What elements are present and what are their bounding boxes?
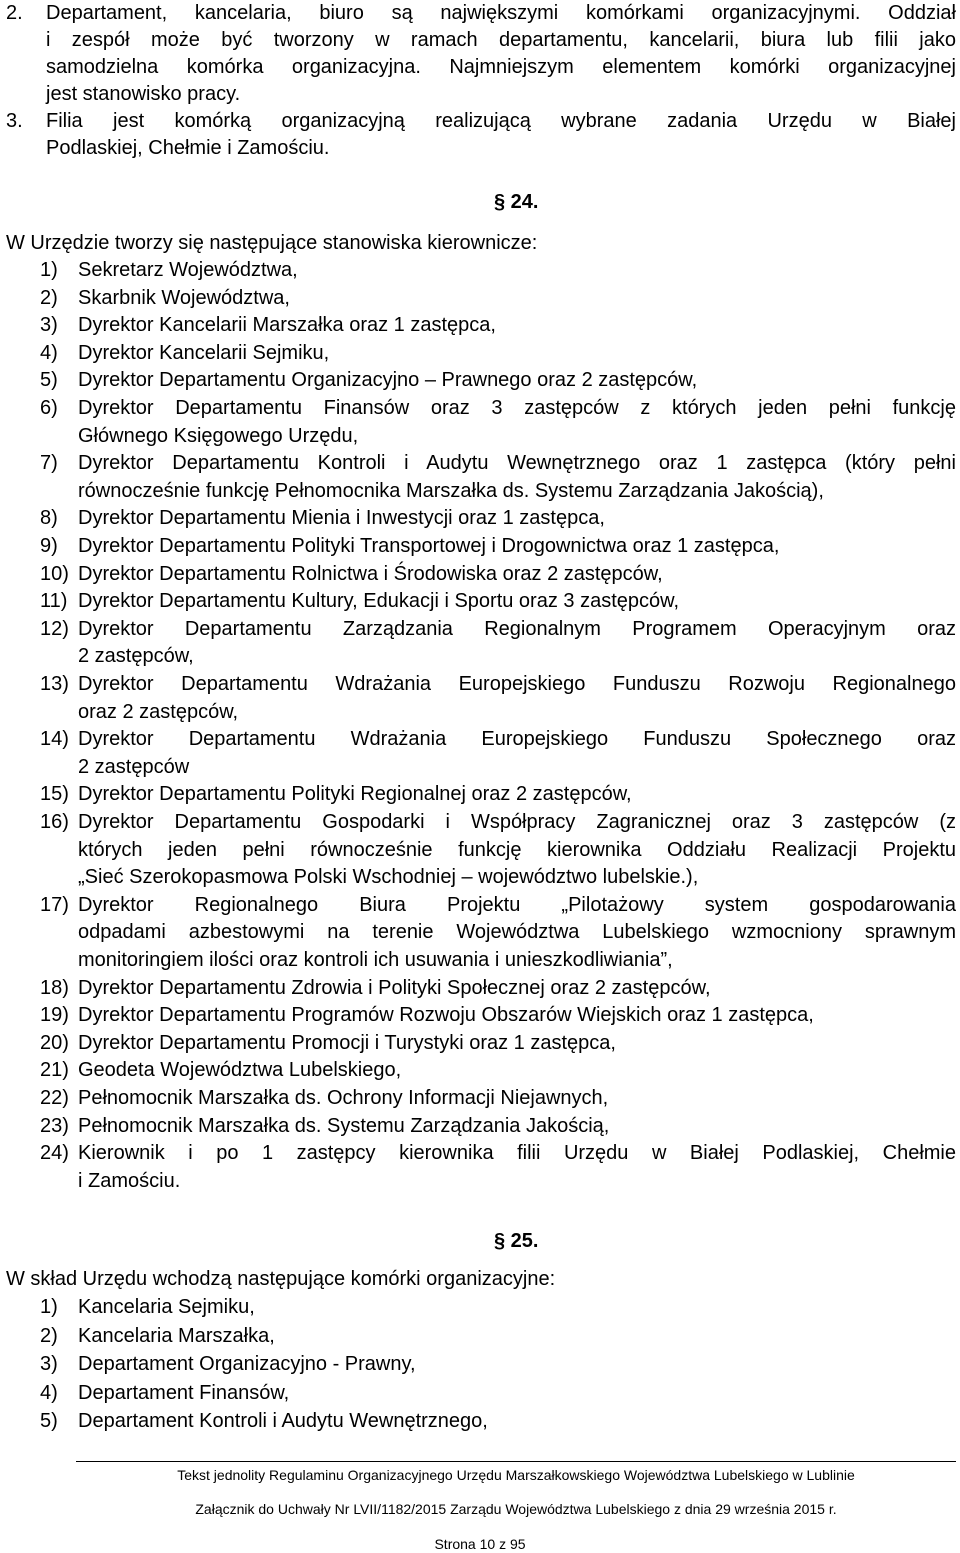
list-item-text: Skarbnik Województwa, [78,286,290,309]
list-item-number: 5) [40,1410,58,1433]
page-number: Strona 10 z 95 [434,1536,526,1552]
list-item-number: 15) [40,783,69,806]
list-item-number: 21) [40,1059,69,1082]
paragraph-line: jest stanowisko pracy. [46,83,241,105]
list-item-text: Departament Organizacyjno - Prawny, [78,1353,416,1376]
list-item-text: Dyrektor Departamentu Programów Rozwoju Obszarów Wiejskich oraz 1 zastępca, [78,1004,814,1027]
list-item-number: 2) [40,1324,58,1347]
paragraph-line: samodzielna komórka organizacyjna. Najmniejszym elementem komórki organizacyjnej [46,56,956,78]
list-item-number: 24) [40,1142,69,1165]
list-item-text: Dyrektor Departamentu Mienia i Inwestycji oraz 1 zastępca, [78,507,605,530]
item-number: 3. [6,110,23,132]
list-item-text: Dyrektor Departamentu Gospodarki i Współpracy Zagranicznej oraz 3 zastępców (z [78,811,956,833]
list-item-text: Dyrektor Departamentu Wdrażania Europejskiego Funduszu Społecznego oraz [78,728,956,751]
list-item-text: Dyrektor Departamentu Finansów oraz 3 zastępców z których jeden pełni funkcję [78,397,956,419]
list-item-text: oraz 2 zastępców, [78,700,239,723]
paragraph-line: Departament, kancelaria, biuro są największymi komórkami organizacyjnymi. Oddział [46,2,956,24]
list-item-text: których jeden pełni równocześnie funkcję kierownika Oddziału Realizacji Projektu [78,838,956,861]
list-item-number: 5) [40,369,58,392]
list-item-number: 4) [40,1381,58,1404]
list-item-number: 4) [40,341,58,364]
list-item-number: 6) [40,397,58,419]
list-item-text: Departament Kontroli i Audytu Wewnętrznego, [78,1410,488,1433]
section-heading-25: § 25. [494,1230,539,1252]
list-item-number: 16) [40,811,69,833]
list-item-text: Pełnomocnik Marszałka ds. Ochrony Informacji Niejawnych, [78,1087,609,1109]
paragraph-line: Podlaskiej, Chełmie i Zamościu. [46,137,330,159]
list-item-number: 14) [40,728,69,751]
list-item-number: 3) [40,1353,58,1376]
list-item-text: 2 zastępców, [78,645,194,668]
list-item-number: 13) [40,673,69,695]
paragraph-line: i zespół może być tworzony w ramach departamentu, kancelarii, biura lub filii jako [46,29,956,51]
list-item-number: 22) [40,1087,69,1109]
list-item-text: Dyrektor Departamentu Wdrażania Europejskiego Funduszu Rozwoju Regionalnego [78,673,956,695]
list-item-text: Kancelaria Marszałka, [78,1324,275,1347]
item-number: 2. [6,2,23,24]
list-item-text: odpadami azbestowymi na terenie Województwa Lubelskiego wzmocniony sprawnym [78,921,956,944]
list-item-text: Dyrektor Departamentu Zdrowia i Polityki Społecznej oraz 2 zastępców, [78,976,711,999]
list-item-number: 10) [40,562,69,585]
list-item-text: 2 zastępców [78,755,190,778]
list-item-text: Dyrektor Kancelarii Sejmiku, [78,341,330,364]
list-item-number: 1) [40,259,58,281]
list-item-number: 3) [40,314,58,337]
list-item-text: Głównego Księgowego Urzędu, [78,424,359,447]
list-item-text: Dyrektor Departamentu Polityki Regionalnej oraz 2 zastępców, [78,783,632,806]
list-item-text: Dyrektor Departamentu Polityki Transportowej i Drogownictwa oraz 1 zastępca, [78,535,780,557]
list-item-text: „Sieć Szerokopasmowa Polski Wschodniej – województwo lubelskie.), [78,866,699,889]
list-item-number: 17) [40,893,69,916]
list-item-number: 20) [40,1031,69,1054]
footer-resolution-note: Załącznik do Uchwały Nr LVII/1182/2015 Zarządu Województwa Lubelskiego z dnia 29 września 2015 r. [195,1501,837,1517]
list-item-text: Dyrektor Kancelarii Marszałka oraz 1 zastępca, [78,314,496,337]
list-item-number: 18) [40,976,69,999]
list-item-number: 7) [40,452,58,475]
list-item-text: Dyrektor Departamentu Zarządzania Regionalnym Programem Operacyjnym oraz [78,617,956,640]
list-item-number: 23) [40,1114,69,1137]
list-item-text: Sekretarz Województwa, [78,259,298,281]
list-item-number: 2) [40,286,58,309]
list-item-text: monitoringiem ilości oraz kontroli ich usuwania i unieszkodliwiania”, [78,949,673,971]
list-item-text: Dyrektor Departamentu Promocji i Turystyki oraz 1 zastępca, [78,1031,616,1054]
list-item-text: Kierownik i po 1 zastępcy kierownika filii Urzędu w Białej Podlaskiej, Chełmie [78,1142,956,1165]
section-heading-24: § 24. [494,191,539,213]
list-item-number: 9) [40,535,58,557]
list-item-text: Dyrektor Departamentu Organizacyjno – Prawnego oraz 2 zastępców, [78,369,698,392]
list-item-number: 12) [40,617,69,640]
list-item-text: Kancelaria Sejmiku, [78,1296,255,1318]
paragraph-line: Filia jest komórką organizacyjną realizującą wybrane zadania Urzędu w Białej [46,110,956,132]
list-item-text: Dyrektor Departamentu Rolnictwa i Środowiska oraz 2 zastępców, [78,562,663,585]
section-intro: W skład Urzędu wchodzą następujące komórki organizacyjne: [6,1268,556,1290]
list-item-text: Dyrektor Regionalnego Biura Projektu „Pilotażowy system gospodarowania [78,893,956,916]
footer-divider [76,1461,956,1462]
list-item-text: Dyrektor Departamentu Kultury, Edukacji i Sportu oraz 3 zastępców, [78,590,680,613]
list-item-text: Pełnomocnik Marszałka ds. Systemu Zarządzania Jakością, [78,1114,610,1137]
list-item-number: 19) [40,1004,69,1027]
section-intro: W Urzędzie tworzy się następujące stanowiska kierownicze: [6,232,538,254]
list-item-text: Departament Finansów, [78,1381,290,1404]
list-item-text: i Zamościu. [78,1169,181,1192]
list-item-text: Geodeta Województwa Lubelskiego, [78,1059,402,1082]
list-item-text: równocześnie funkcję Pełnomocnika Marszałka ds. Systemu Zarządzania Jakością), [78,479,824,502]
list-item-number: 1) [40,1296,58,1318]
list-item-text: Dyrektor Departamentu Kontroli i Audytu Wewnętrznego oraz 1 zastępca (który pełni [78,452,956,475]
footer-document-title: Tekst jednolity Regulaminu Organizacyjnego Urzędu Marszałkowskiego Województwa Lubelskiego w Lublinie [177,1467,855,1483]
list-item-number: 8) [40,507,58,530]
list-item-number: 11) [40,590,68,613]
